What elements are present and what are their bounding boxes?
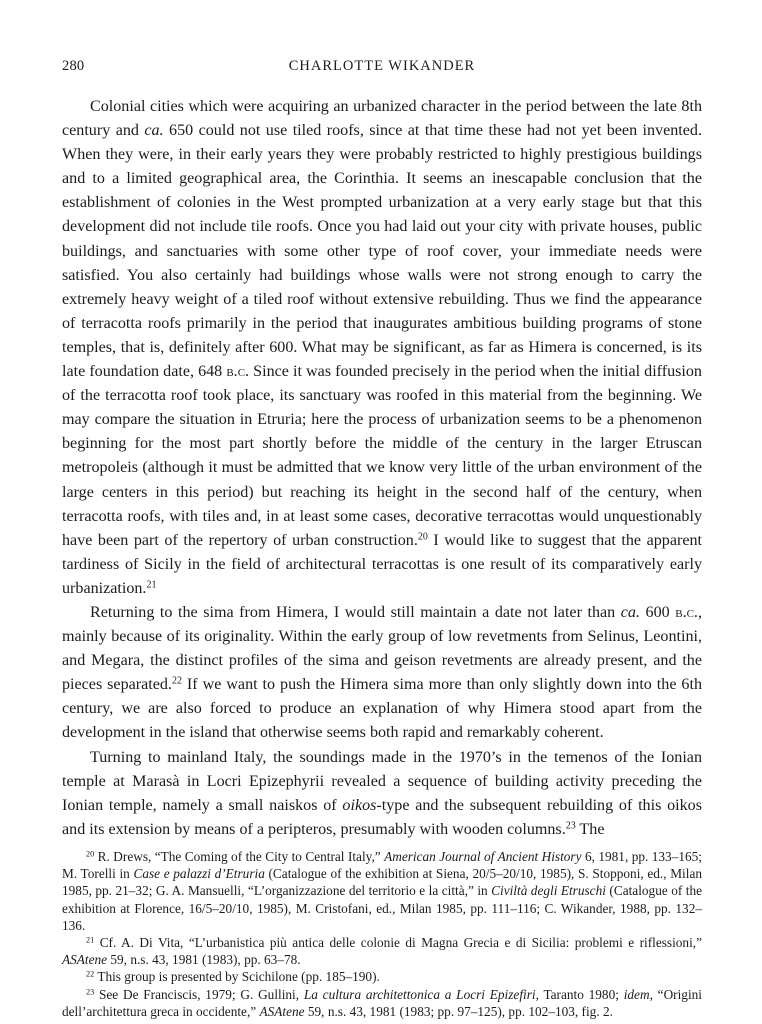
text-run: (Catalogue of the exhibition at Siena, 20/5–20/10, 1985), S. Stopponi, ed., Milan 1985, pp. 21–32; G. A. Mansuelli, “L’organizzazione del territorio e la città,” in	[62, 866, 702, 899]
italic-text: oikos	[342, 796, 377, 814]
page-number: 280	[62, 58, 85, 74]
small-caps-text: b.c.	[226, 363, 250, 381]
text-run: 59, n.s. 43, 1981 (1983), pp. 63–78.	[107, 952, 301, 968]
footnote-ref: 22	[171, 675, 182, 687]
footnote-ref: 21	[146, 579, 157, 591]
footnote-ref: 20	[417, 531, 428, 543]
italic-text: ASAtene	[259, 1003, 305, 1019]
footnote-ref: 20	[86, 849, 95, 859]
text-run: This group is presented by Scichilone (pp. 185–190).	[94, 969, 380, 985]
italic-text: Case e palazzi d’Etruria	[133, 866, 265, 882]
text-run: , mainly because of its originality. Within the early group of low revetments from Selinus, Leontini, and Megara, the distinct profiles of the sima and geison revetments are already present, and the pieces separated.	[62, 603, 702, 694]
text-run: R. Drews, “The Coming of the City to Central Italy,”	[94, 848, 385, 864]
footnote-ref: 23	[86, 987, 95, 996]
text-run: -type and the subsequent rebuilding of this oikos and its extension by means of a peripteros, presumably with wooden columns.	[62, 796, 702, 838]
footnote-ref: 21	[86, 935, 95, 945]
text-run: 59, n.s. 43, 1981 (1983; pp. 97–125), pp. 102–103, fig. 2.	[304, 1003, 613, 1019]
text-run: 600	[639, 603, 676, 621]
body-paragraph	[62, 601, 702, 746]
running-head-author: CHARLOTTE WIKANDER	[288, 58, 476, 74]
body-text	[62, 95, 702, 842]
footnote-22	[62, 968, 702, 985]
text-run: Since it was founded precisely in the period when the initial diffusion of the terracotta roof took place, its sanctuary was roofed in this material from the beginning. We may compare the situation in Etruria; here the process of urbanization seems to be a phenomenon beginning for the most part shortly before the middle of the century in the larger Etruscan metropoleis (although it must be admitted that we know very little of the urban environment of the large centers in this period) but reaching its height in the second half of the century, when terracotta roofs, with tiles and, in at least some cases, decorative terracottas would unquestionably have been part of the repertory of urban construction.	[62, 363, 702, 549]
page	[62, 58, 702, 1020]
body-paragraph	[62, 95, 702, 601]
text-run: If we want to push the Himera sima more than only slightly down into the 6th century, we are also forced to produce an explanation of why Himera stood apart from the development in the island that otherwise seems both rapid and remarkably coherent.	[62, 676, 702, 742]
italic-text: Civiltà degli Etruschi	[491, 883, 606, 899]
body-paragraph	[62, 746, 702, 842]
footnotes	[62, 848, 702, 1020]
italic-text: ASAtene	[62, 952, 108, 968]
footnote-ref: 23	[565, 820, 576, 832]
text-run: See De Franciscis, 1979; G. Gullini,	[94, 986, 304, 1002]
footnote-21	[62, 934, 702, 968]
footnote-23	[62, 986, 702, 1020]
text-run: , Taranto 1980;	[535, 986, 624, 1002]
text-run: 6, 1981, pp. 133–165; M. Torelli in	[62, 848, 702, 882]
text-run: The	[575, 820, 605, 838]
italic-text: ca.	[144, 122, 164, 140]
text-run: Cf. A. Di Vita, “L’urbanistica più antica delle colonie di Magna Grecia e di Sicilia: problemi e riflessioni,”	[94, 934, 702, 950]
text-run: , “Origini dell’architettura greca in occidente,”	[62, 986, 702, 1019]
footnote-20	[62, 848, 702, 934]
italic-text: La cultura architettonica a Locri Epizefiri	[303, 986, 536, 1002]
italic-text: ca.	[620, 603, 640, 621]
footnote-ref: 22	[86, 969, 95, 979]
text-run: (Catalogue of the exhibition at Florence, 16/5–20/10, 1985), M. Cristofani, ed., Milan 1985, pp. 111–116; C. Wikander, 1988, pp. 132–136.	[62, 883, 703, 933]
text-run: Turning to mainland Italy, the soundings made in the 1970’s in the temenos of the Ionian temple at Marasà in Locri Epizephyrii revealed a sequence of building activity preceding the Ionian temple, namely a small naiskos of	[62, 748, 702, 814]
italic-text: American Journal of Ancient History	[384, 848, 582, 864]
text-run: I would like to suggest that the apparent tardiness of Sicily in the field of architectural terracottas is one result of its comparatively early urbanization.	[62, 531, 702, 597]
text-run: Colonial cities which were acquiring an urbanized character in the period between the late 8th century and	[62, 98, 702, 140]
small-caps-text: b.c.	[675, 603, 698, 621]
text-run: 650 could not use tiled roofs, since at that time these had not yet been invented. When they were, in their early years they were probably restricted to highly prestigious buildings and to a limited geographical area, the Corinthia. It seems an inescapable conclusion that the establishment of colonies in the West prompted urbanization at a very early stage but that this development did not include tile roofs. Once you had laid out your city with private houses, public buildings, and sanctuaries with some other type of roof cover, your immediate needs were satisfied. You also certainly had buildings whose walls were not strong enough to carry the extremely heavy weight of a tiled roof without extensive rebuilding. Thus we find the appearance of terracotta roofs primarily in the period that inaugurates ambitious building programs of stone temples, that is, definitely after 600. What may be significant, as far as Himera is concerned, is its late foundation date, 648	[62, 122, 702, 381]
italic-text: idem	[623, 986, 650, 1002]
text-run: Returning to the sima from Himera, I would still maintain a date not later than	[90, 603, 621, 621]
running-header	[62, 58, 702, 82]
